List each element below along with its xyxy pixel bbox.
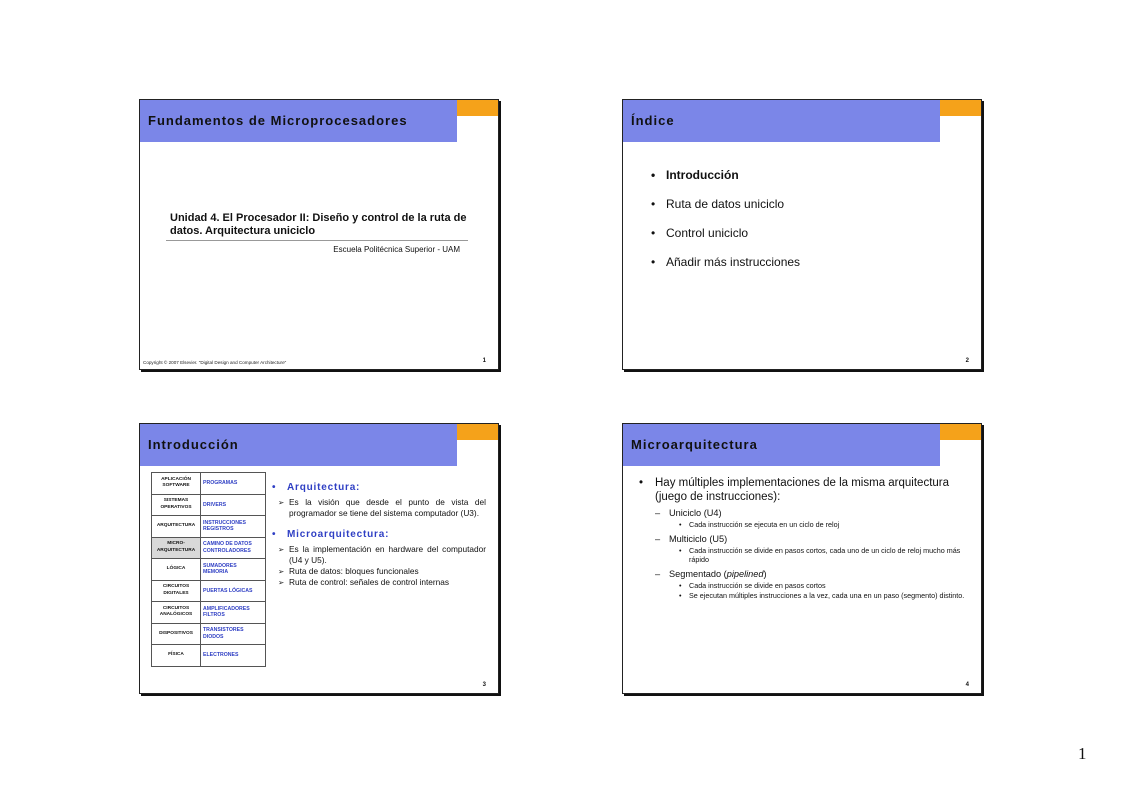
layer-name: MICRO-ARQUITECTURA [152, 537, 201, 559]
accent-block [940, 424, 982, 440]
index-item: • Ruta de datos uniciclo [651, 197, 800, 226]
type-name-italic: pipelined [726, 568, 764, 579]
index-item: • Introducción [651, 168, 800, 197]
layer-example: SUMADORES MEMORIA [201, 559, 266, 581]
accent-block [457, 100, 499, 116]
layer-name: CIRCUITOS DIGITALES [152, 580, 201, 602]
slide-number: 3 [482, 682, 486, 688]
table-row [152, 494, 266, 516]
layer-name: CIRCUITOS ANALÓGICOS [152, 602, 201, 624]
table-row [152, 516, 266, 538]
slide-title: Introducción [148, 437, 239, 452]
index-item: • Añadir más instrucciones [651, 255, 800, 284]
type-name: Segmentado ( [669, 568, 727, 579]
slide-title: Índice [631, 113, 675, 128]
index-item: • Control uniciclo [651, 226, 800, 255]
slide-number: 1 [482, 358, 486, 364]
abstraction-stack-table [151, 472, 266, 667]
microarquitectura-item: ➢ Ruta de datos: bloques funcionales [272, 566, 486, 577]
layer-example: PROGRAMAS [201, 473, 266, 495]
table-row [152, 580, 266, 602]
slide-1 [139, 99, 499, 370]
layer-example: AMPLIFICADORES FILTROS [201, 602, 266, 624]
layer-name: FÍSICA [152, 645, 201, 667]
table-row [152, 623, 266, 645]
layer-example: ELECTRONES [201, 645, 266, 667]
copyright-note: Copyright © 2007 Elsevier. "Digital Design and Computer Architecture" [143, 360, 287, 365]
school-name: Escuela Politécnica Superior - UAM [333, 245, 460, 254]
divider [166, 240, 468, 241]
type-item [639, 568, 969, 580]
table-row [152, 473, 266, 495]
layer-name: DISPOSITIVOS [152, 623, 201, 645]
slide-2 [622, 99, 982, 370]
accent-block [940, 100, 982, 116]
layer-example: DRIVERS [201, 494, 266, 516]
microarquitectura-item: ➢ Es la implementación en hardware del computador (U4 y U5). [272, 544, 486, 566]
layer-name: ARQUITECTURA [152, 516, 201, 538]
intro-bullet: • Hay múltiples implementaciones de la misma arquitectura (juego de instrucciones): [639, 476, 969, 504]
layer-name: SISTEMAS OPERATIVOS [152, 494, 201, 516]
layer-example: INSTRUCCIONES REGISTROS [201, 516, 266, 538]
layer-name: LÓGICA [152, 559, 201, 581]
type-detail: • Cada instrucción se ejecuta en un ciclo de reloj [639, 520, 969, 530]
microarchitecture-list [639, 476, 969, 601]
type-detail: • Se ejecutan múltiples instrucciones a la vez, cada una en un paso (segmento) distinto. [639, 591, 969, 601]
layer-name: APLICACIÓN SOFTWARE [152, 473, 201, 495]
type-detail: • Cada instrucción se divide en pasos cortos [639, 581, 969, 591]
index-list [651, 168, 800, 284]
slide-subtitle: Unidad 4. El Procesador II: Diseño y control de la ruta de datos. Arquitectura uniciclo [170, 212, 467, 237]
layer-example: CAMINO DE DATOS CONTROLADORES [201, 537, 266, 559]
type-item: – Multiciclo (U5) [639, 533, 969, 545]
accent-block [457, 424, 499, 440]
slide-4 [622, 423, 982, 694]
architecture-text [272, 482, 486, 588]
layer-example: TRANSISTORES DIODOS [201, 623, 266, 645]
slide-3 [139, 423, 499, 694]
table-row [152, 645, 266, 667]
slide-number: 2 [965, 358, 969, 364]
arquitectura-heading: • Arquitectura: [272, 482, 486, 493]
arquitectura-item: ➢ Es la visión que desde el punto de vista del programador se tiene del sistema computador (U3). [272, 497, 486, 519]
type-item: – Uniciclo (U4) [639, 507, 969, 519]
layer-example: PUERTAS LÓGICAS [201, 580, 266, 602]
microarquitectura-heading: • Microarquitectura: [272, 529, 486, 540]
type-name-end: ) [763, 568, 767, 579]
table-row [152, 602, 266, 624]
type-detail: • Cada instrucción se divide en pasos cortos, cada uno de un ciclo de reloj mucho más rápido [639, 546, 969, 565]
slide-title: Fundamentos de Microprocesadores [148, 113, 408, 128]
sheet-page-number: 1 [1078, 744, 1087, 763]
slide-number: 4 [965, 682, 969, 688]
microarquitectura-item: ➢ Ruta de control: señales de control internas [272, 577, 486, 588]
slide-title: Microarquitectura [631, 437, 758, 452]
table-row [152, 537, 266, 559]
table-row [152, 559, 266, 581]
